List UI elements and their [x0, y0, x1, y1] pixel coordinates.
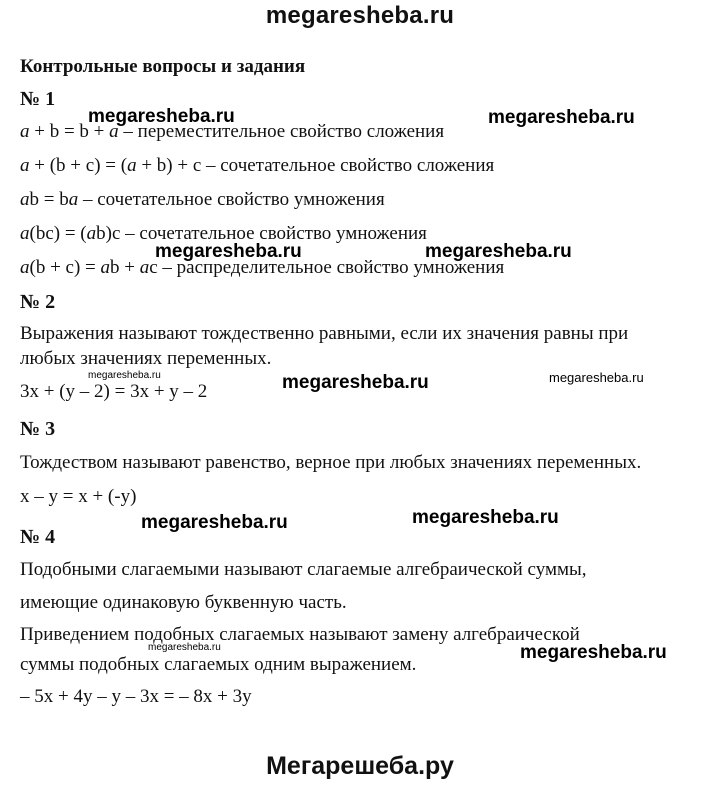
- example-expression: x – y = x + (-y): [20, 486, 137, 507]
- example-expression: – 5x + 4y – y – 3x = – 8x + 3y: [20, 686, 252, 707]
- section-title: Контрольные вопросы и задания: [20, 56, 306, 77]
- expr-part: b = b: [29, 189, 69, 210]
- expr-desc: – переместительное свойство сложения: [118, 121, 445, 142]
- var-a: a: [100, 257, 111, 278]
- var-a: a: [139, 257, 150, 278]
- expr-desc: c – распределительное свойство умножения: [149, 257, 505, 278]
- var-a: a: [20, 121, 30, 142]
- watermark: megaresheba.ru: [88, 106, 235, 127]
- var-a: a: [20, 155, 30, 176]
- definition-text: Подобными слагаемыми называют слагаемые алгебраической суммы,: [20, 559, 587, 580]
- identity-line-2: [20, 155, 494, 177]
- watermark: megaresheba.ru: [549, 370, 644, 385]
- var-a: a: [127, 155, 137, 176]
- example-expression: 3x + (y – 2) = 3x + y – 2: [20, 381, 208, 402]
- question-number-1: № 1: [20, 88, 56, 110]
- expr-part: (b + c) =: [29, 257, 101, 278]
- watermark: megaresheba.ru: [425, 241, 572, 262]
- expr-part: + (b + c) = (: [29, 155, 128, 176]
- expr-part: b +: [110, 257, 140, 278]
- question-number-3: № 3: [20, 418, 56, 440]
- watermark: megaresheba.ru: [141, 512, 288, 533]
- definition-text: Выражения называют тождественно равными, если их значения равны при: [20, 323, 629, 344]
- watermark: megaresheba.ru: [155, 241, 302, 262]
- question-number-4: № 4: [20, 526, 56, 548]
- var-a: a: [86, 223, 97, 244]
- var-a: a: [20, 189, 30, 210]
- var-a: a: [20, 257, 30, 278]
- watermark: megaresheba.ru: [148, 642, 221, 653]
- var-a: a: [109, 121, 119, 142]
- definition-text: любых значениях переменных.: [20, 348, 272, 369]
- expr-part: + b = b +: [29, 121, 110, 142]
- expr-desc: + b) + c – сочетательное свойство сложения: [136, 155, 495, 176]
- watermark: megaresheba.ru: [412, 507, 559, 528]
- watermark: megaresheba.ru: [88, 370, 161, 381]
- identity-line-3: [20, 189, 385, 211]
- expr-desc: – сочетательное свойство умножения: [78, 189, 385, 210]
- var-a: a: [20, 223, 30, 244]
- question-number-2: № 2: [20, 291, 56, 313]
- watermark: megaresheba.ru: [520, 642, 667, 663]
- definition-text: Тождеством называют равенство, верное при любых значениях переменных.: [20, 452, 642, 473]
- expr-desc: b)c – сочетательное свойство умножения: [96, 223, 427, 244]
- definition-text: суммы подобных слагаемых одним выражением.: [20, 654, 417, 675]
- expr-part: (bc) = (: [29, 223, 87, 244]
- watermark: megaresheba.ru: [282, 372, 429, 393]
- site-footer: Мегарешеба.ру: [266, 752, 454, 780]
- definition-text: Приведением подобных слагаемых называют замену алгебраической: [20, 624, 580, 645]
- site-header: megaresheba.ru: [265, 2, 455, 29]
- watermark: megaresheba.ru: [488, 107, 635, 128]
- var-a: a: [68, 189, 79, 210]
- definition-text: имеющие одинаковую буквенную часть.: [20, 592, 347, 613]
